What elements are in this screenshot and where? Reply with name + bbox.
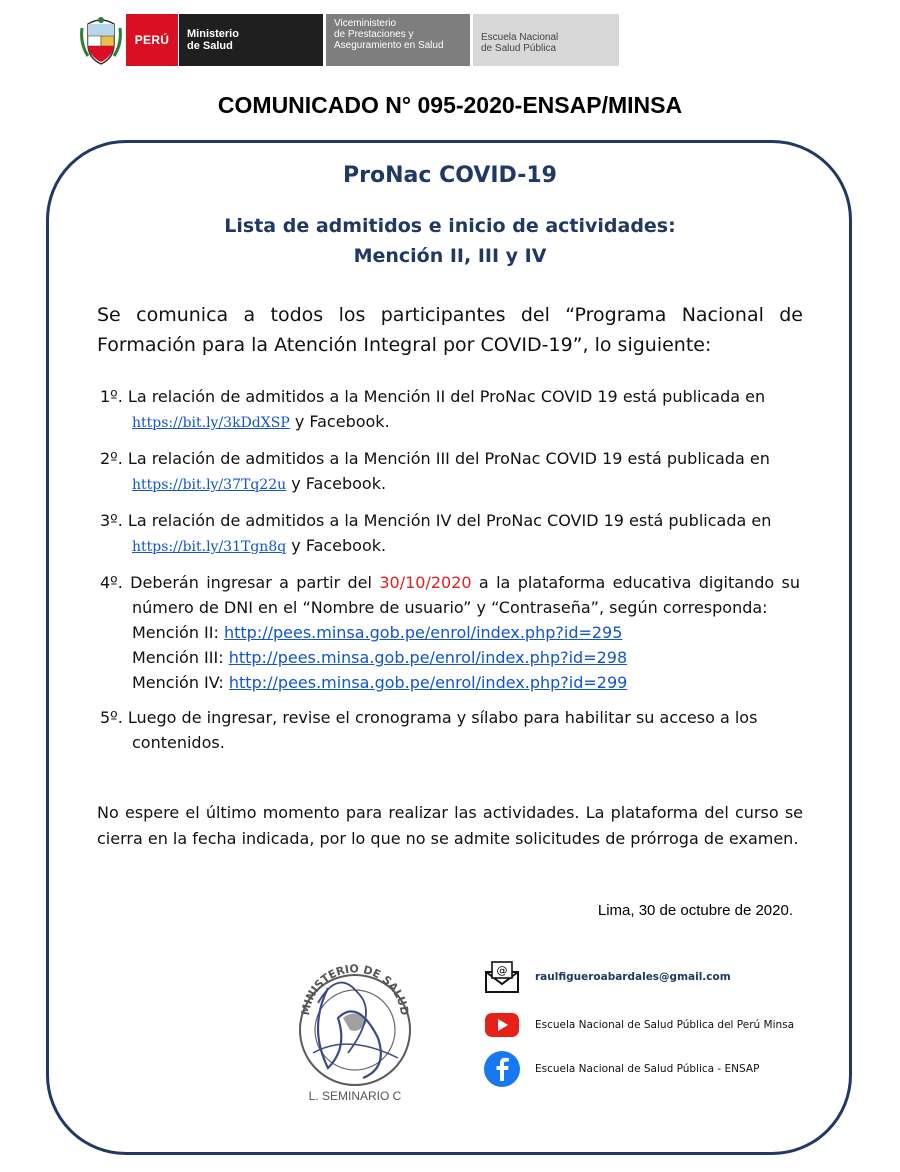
- program-heading: ProNac COVID-19: [343, 163, 557, 188]
- mention-label: Mención III:: [132, 648, 229, 667]
- item-number: 4º.: [100, 573, 123, 592]
- item-text: La relación de admitidos a la Mención II del ProNac COVID 19 está publicada en: [122, 387, 766, 406]
- institutional-header: [80, 14, 619, 66]
- vice-line-1: Viceministerio: [334, 18, 397, 29]
- item-text: La relación de admitidos a la Mención III del ProNac COVID 19 está publicada en: [122, 449, 770, 468]
- email-icon: [483, 958, 521, 996]
- place-and-date: Lima, 30 de octubre de 2020.: [597, 902, 793, 919]
- ministerio-line-2: de Salud: [187, 40, 233, 52]
- item-number: 5º.: [100, 708, 123, 727]
- email-address[interactable]: raulfigueroabardales@gmail.com: [535, 971, 731, 983]
- coat-of-arms-icon: [80, 14, 122, 66]
- admitidos-link-mencion-ii[interactable]: https://bit.ly/3kDdXSP: [132, 415, 290, 431]
- platform-link-mencion-iii[interactable]: http://pees.minsa.gob.pe/enrol/index.php?id=298: [228, 648, 628, 667]
- seal-ring-text: MINISTERIO DE SALUD: [298, 962, 412, 1017]
- mention-ii-row: [132, 620, 800, 645]
- start-date: 30/10/2020: [379, 573, 472, 592]
- mention-iii-row: [132, 645, 800, 670]
- mention-label: Mención IV:: [132, 673, 229, 692]
- intro-paragraph: Se comunica a todos los participantes del “Programa Nacional de Formación para la Atención Integral por COVID-19”, lo siguiente:: [97, 304, 803, 356]
- escuela-line-2: de Salud Pública: [481, 43, 557, 54]
- list-item: [100, 705, 800, 755]
- seal-name: L. SEMINARIO C: [308, 1089, 402, 1103]
- escuela-line-1: Escuela Nacional: [481, 32, 559, 43]
- list-item: [100, 384, 800, 436]
- svg-text:@: @: [496, 964, 508, 977]
- item-suffix: y Facebook.: [286, 536, 387, 555]
- item-text: Deberán ingresar a partir del: [122, 573, 380, 592]
- document-title: COMUNICADO N° 095-2020-ENSAP/MINSA: [217, 92, 683, 118]
- subtitle-line-2: Mención II, III y IV: [353, 245, 547, 267]
- vice-line-2: de Prestaciones y: [334, 29, 414, 40]
- list-item: [100, 508, 800, 560]
- escuela-label: [473, 14, 619, 66]
- youtube-icon[interactable]: [483, 1006, 521, 1044]
- item-suffix: y Facebook.: [286, 474, 387, 493]
- item-number: 1º.: [100, 387, 123, 406]
- facebook-page[interactable]: Escuela Nacional de Salud Pública - ENSAP: [535, 1063, 760, 1075]
- admitidos-link-mencion-iv[interactable]: https://bit.ly/31Tgn8q: [132, 539, 287, 555]
- item-text: Luego de ingresar, revise el cronograma y sílabo para habilitar su acceso a los contenidos.: [122, 708, 758, 752]
- numbered-list: [100, 384, 800, 765]
- contact-email: [483, 958, 731, 996]
- item-number: 2º.: [100, 449, 123, 468]
- list-item: [100, 446, 800, 498]
- closing-paragraph: No espere el último momento para realizar las actividades. La plataforma del curso se cierra en la fecha indicada, por lo que no se admite solicitudes de prórroga de examen.: [97, 803, 803, 848]
- platform-link-mencion-iv[interactable]: http://pees.minsa.gob.pe/enrol/index.php?id=299: [228, 673, 628, 692]
- peru-label: PERÚ: [126, 14, 178, 66]
- mention-label: Mención II:: [132, 623, 224, 642]
- contact-youtube: [483, 1006, 794, 1044]
- vice-line-3: Aseguramiento en Salud: [334, 40, 444, 51]
- facebook-icon[interactable]: [483, 1050, 521, 1088]
- item-text-cont: a la plataforma educativa digitando su número de DNI en el “Nombre de usuario” y “Contraseña”, según corresponda:: [132, 573, 800, 617]
- ministerio-label: [178, 14, 323, 66]
- mention-iv-row: [132, 670, 800, 695]
- contact-facebook: [483, 1050, 759, 1088]
- youtube-channel[interactable]: Escuela Nacional de Salud Pública del Perú Minsa: [535, 1019, 795, 1031]
- platform-link-mencion-ii[interactable]: http://pees.minsa.gob.pe/enrol/index.php?id=295: [223, 623, 623, 642]
- subtitle: [0, 211, 900, 271]
- item-number: 3º.: [100, 511, 123, 530]
- item-suffix: y Facebook.: [289, 412, 390, 431]
- viceministerio-label: [326, 14, 470, 66]
- admitidos-link-mencion-iii[interactable]: https://bit.ly/37Tq22u: [132, 477, 287, 493]
- ministerio-line-1: Ministerio: [187, 28, 239, 40]
- subtitle-line-1: Lista de admitidos e inicio de actividades:: [224, 215, 676, 237]
- list-item: [100, 570, 800, 695]
- official-seal-signature: [288, 958, 423, 1108]
- item-text: La relación de admitidos a la Mención IV del ProNac COVID 19 está publicada en: [122, 511, 772, 530]
